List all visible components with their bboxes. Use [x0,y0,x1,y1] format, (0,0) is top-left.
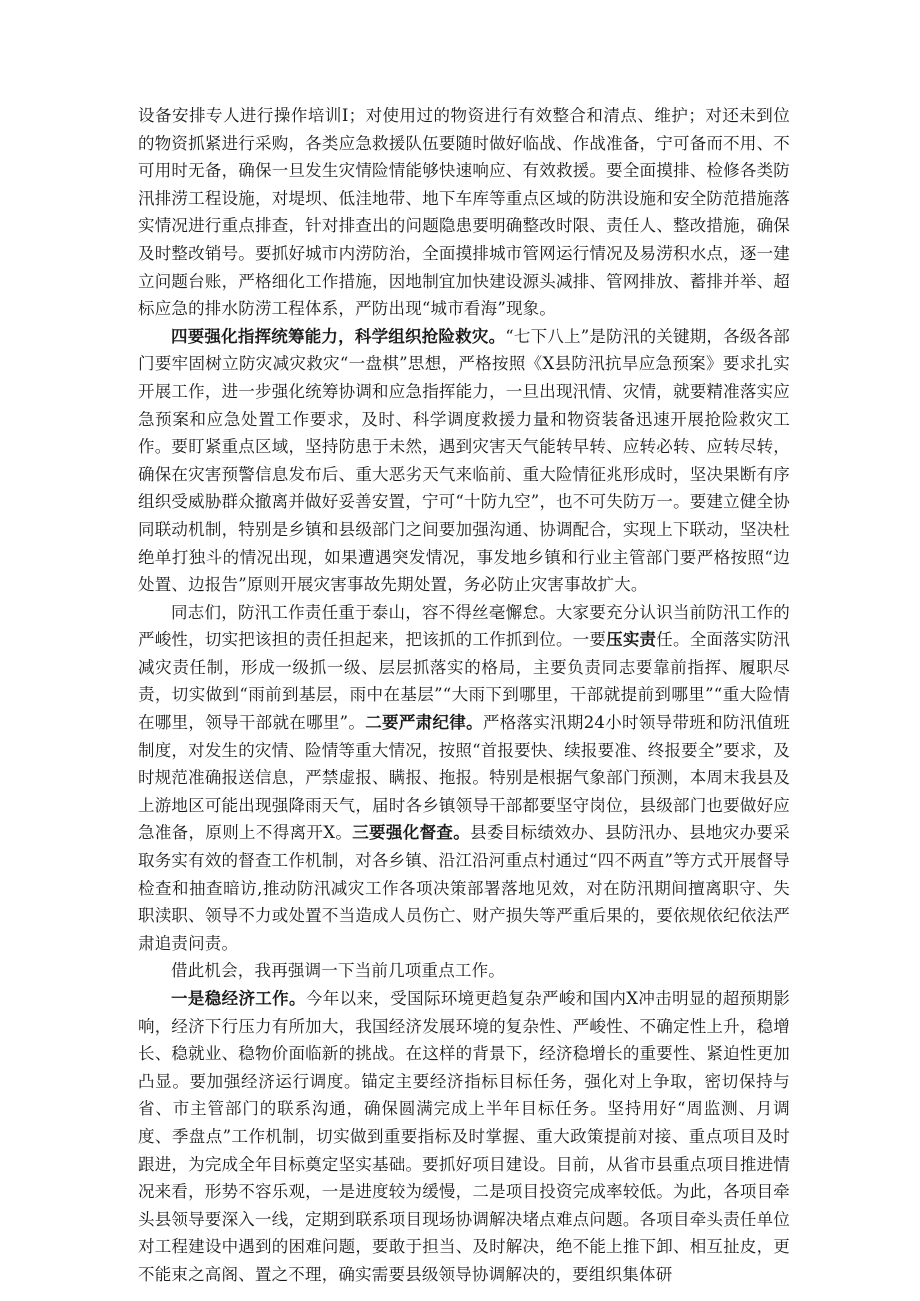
paragraph-3-text-c: 严格落实汛期24小时领导带班和防汛值班制度，对发生的灾情、险情等重大情况，按照“首报要快、续报要准、终报要全”要求，及时规范准确报送信息，严禁虚报、瞒报、拖报。特别是根据气象部门预测，本周末我县及上游地区可能出现强降雨天气，届时各乡镇领导干部都要坚守岗位，县级部门也要做好应急准备，原则上不得离开X。 [138,713,790,843]
paragraph-5-text: 今年以来，受国际环境更趋复杂严峻和国内X冲击明显的超预期影响，经济下行压力有所加大，我国经济发展环境的复杂性、严峻性、不确定性上升，稳增长、稳就业、稳物价面临新的挑战。在这样的背景下，经济稳增长的重要性、紧迫性更加凸显。要加强经济运行调度。锚定主要经济指标目标任务，强化对上争取，密切保持与省、市主管部门的联系沟通，确保圆满完成上半年目标任务。坚持用好“周监测、月调度、季盘点”工作机制，切实做到重要指标及时掌握、重大政策提前对接、重点项目及时跟进，为完成全年目标奠定坚实基础。要抓好项目建设。目前，从省市县重点项目推进情况来看，形势不容乐观，一是进度较为缓慢，二是项目投资完成率较低。为此，各项目牵头县领导要深入一线，定期到联系项目现场协调解决堵点难点问题。各项目牵头责任单位对工程建设中遇到的困难问题，要敢于担当、及时解决，绝不能上推下卸、相互扯皮，更不能束之高阁、置之不理，确实需要县级领导协调解决的，要组织集体研 [138,989,790,1284]
paragraph-1 [138,102,790,323]
paragraph-3 [138,599,790,958]
paragraph-2-heading: 四要强化指挥统筹能力，科学组织抢险救灾。 [171,326,506,346]
paragraph-1-text: 设备安排专人进行操作培训I；对使用过的物资进行有效整合和清点、维护；对还未到位的物资抓紧进行采购，各类应急救援队伍要随时做好临战、作战准备，宁可备而不用、不可用时无备，确保一旦发生灾情险情能够快速响应、有效救援。要全面摸排、检修各类防汛排涝工程设施，对堤坝、低洼地带、地下车库等重点区域的防洪设施和安全防范措施落实情况进行重点排查，针对排查出的问题隐患要明确整改时限、责任人、整改措施，确保及时整改销号。要抓好城市内涝防治，全面摸排城市管网运行情况及易涝积水点，逐一建立问题台账，严格细化工作措施，因地制宜加快建设源头减排、管网排放、蓄排并举、超标应急的排水防涝工程体系，严防出现“城市看海”现象。 [138,106,790,319]
paragraph-3-text-d: 县委目标绩效办、县防汛办、县地灾办要采取务实有效的督查工作机制，对各乡镇、沿江沿河重点村通过“四不两直”等方式开展督导检查和抽查暗访,推动防汛减灾工作各项决策部署落地见效，对在防汛期间擅离职守、失职渎职、领导不力或处置不当造成人员伤亡、财产损失等严重后果的，要依规依纪依法严肃追责问责。 [138,823,790,953]
paragraph-3-heading-a: 压实责 [606,630,657,650]
paragraph-2 [138,323,790,599]
paragraph-3-text-a: 同志们，防汛工作责任重于泰山，容不得丝毫懈怠。大家要充分认识当前防汛工作的严峻性，切实把该担的责任担起来，把该抓的工作抓到位。一要 [138,602,790,650]
paragraph-5 [138,985,790,1289]
paragraph-5-heading: 一是稳经济工作。 [171,989,306,1008]
paragraph-4 [138,957,790,985]
paragraph-4-text: 借此机会，我再强调一下当前几项重点工作。 [171,961,505,981]
paragraph-3-heading-c: 三要强化督查。 [352,823,471,843]
paragraph-2-text: “七下八上”是防汛的关键期，各级各部门要牢固树立防灾减灾救灾“一盘棋”思想，严格按照《X县防汛抗旱应急预案》要求扎实开展工作，进一步强化统筹协调和应急指挥能力，一旦出现汛情、灾情，就要精准落实应急预案和应急处置工作要求，及时、科学调度救援力量和物资装备迅速开展抢险救灾工作。要盯紧重点区域，坚持防患于未然，遇到灾害天气能转早转、应转必转、应转尽转，确保在灾害预警信息发布后、重大恶劣天气来临前、重大险情征兆形成时，坚决果断有序组织受威胁群众撤离并做好妥善安置，宁可“十防九空”，也不可失防万一。要建立健全协同联动机制，特别是乡镇和县级部门之间要加强沟通、协调配合，实现上下联动，坚决杜绝单打独斗的情况出现，如果遭遇突发情况，事发地乡镇和行业主管部门要严格按照“边处置、边报告”原则开展灾害事故先期处置，务必防止灾害事故扩大。 [138,326,790,595]
paragraph-3-heading-b: 二要严肃纪律。 [365,713,483,733]
document-body [138,102,790,1289]
paragraph-3-text-b: 任。全面落实防汛减灾责任制，形成一级抓一级、层层抓落实的格局，主要负责同志要靠前指挥、履职尽责，切实做到“雨前到基层，雨中在基层”“大雨下到哪里，干部就提前到哪里”“重大险情在哪里，领导干部就在哪里”。 [138,630,790,733]
